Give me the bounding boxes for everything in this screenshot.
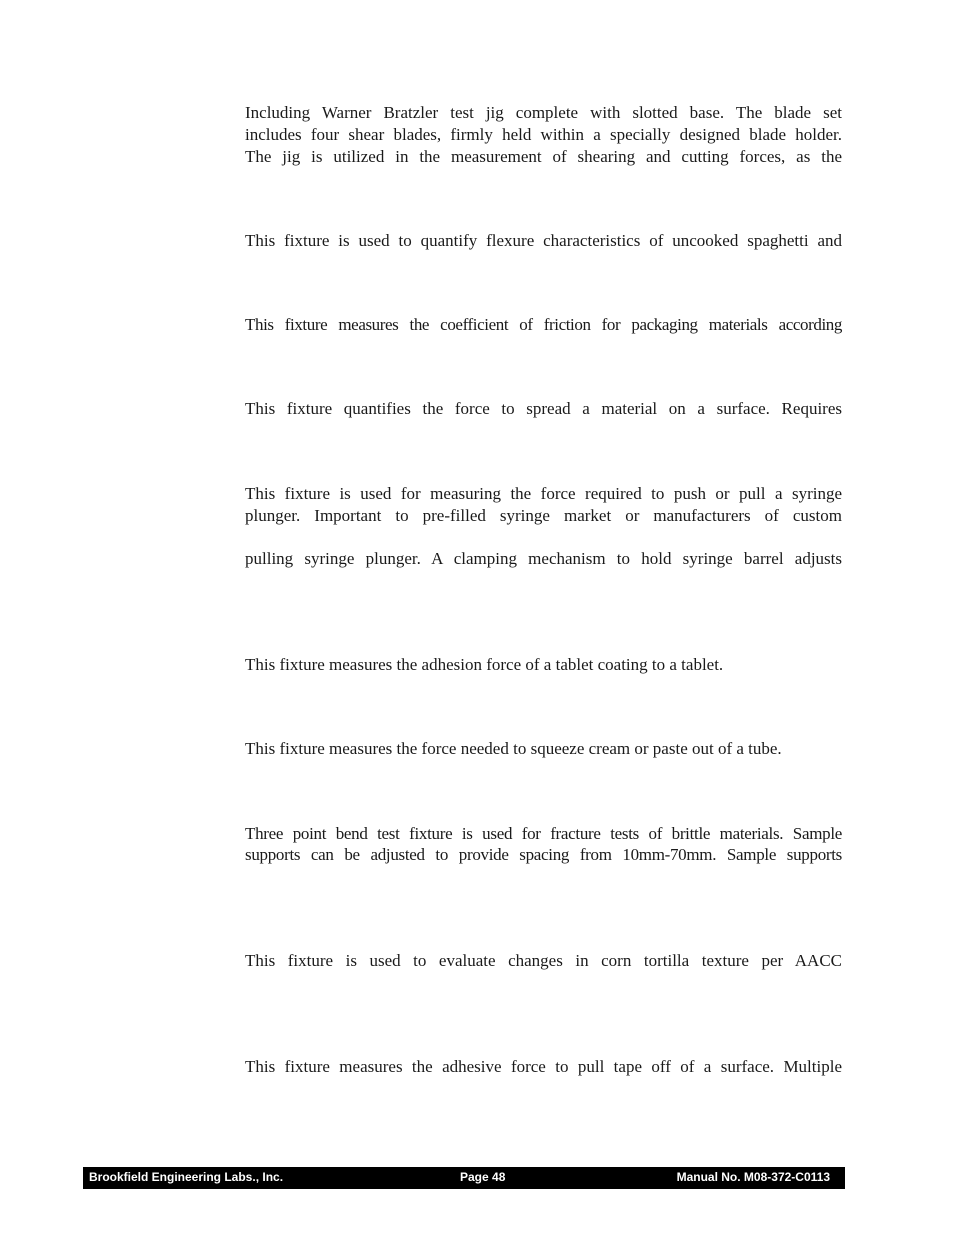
paragraph-line: This fixture measures the force needed to squeeze cream or paste out of a tube.: [245, 739, 782, 758]
paragraph-line: This fixture measures the coefficient of friction for packaging materials according: [245, 315, 842, 334]
footer-page-number: Page 48: [460, 1170, 506, 1184]
paragraph-line: plunger. Important to pre-filled syringe market or manufacturers of custom: [245, 506, 842, 525]
paragraph-line: This fixture measures the adhesion force of a tablet coating to a tablet.: [245, 655, 724, 674]
paragraph-line: supports can be adjusted to provide spacing from 10mm-70mm. Sample supports: [245, 845, 842, 864]
footer-manual-number: Manual No. M08-372-C0113: [676, 1170, 830, 1184]
paragraph-line: This fixture is used to quantify flexure characteristics of uncooked spaghetti and: [245, 231, 842, 250]
paragraph-line: Three point bend test fixture is used for fracture tests of brittle materials. Sample: [245, 824, 842, 843]
paragraph-line: pulling syringe plunger. A clamping mechanism to hold syringe barrel adjusts: [245, 549, 842, 568]
paragraph-line: This fixture is used to evaluate changes in corn tortilla texture per AACC: [245, 951, 842, 970]
paragraph-line: The jig is utilized in the measurement of shearing and cutting forces, as the: [245, 147, 842, 166]
paragraph-line: This fixture is used for measuring the force required to push or pull a syringe: [245, 484, 842, 503]
paragraph-line: includes four shear blades, firmly held within a specially designed blade holder.: [245, 125, 842, 144]
paragraph-line: This fixture quantifies the force to spread a material on a surface. Requires: [245, 399, 842, 418]
paragraph-line: This fixture measures the adhesive force to pull tape off of a surface. Multiple: [245, 1057, 842, 1076]
paragraph-line: Including Warner Bratzler test jig complete with slotted base. The blade set: [245, 103, 842, 122]
footer-company: Brookfield Engineering Labs., Inc.: [89, 1170, 284, 1184]
page-footer: [83, 1167, 845, 1189]
